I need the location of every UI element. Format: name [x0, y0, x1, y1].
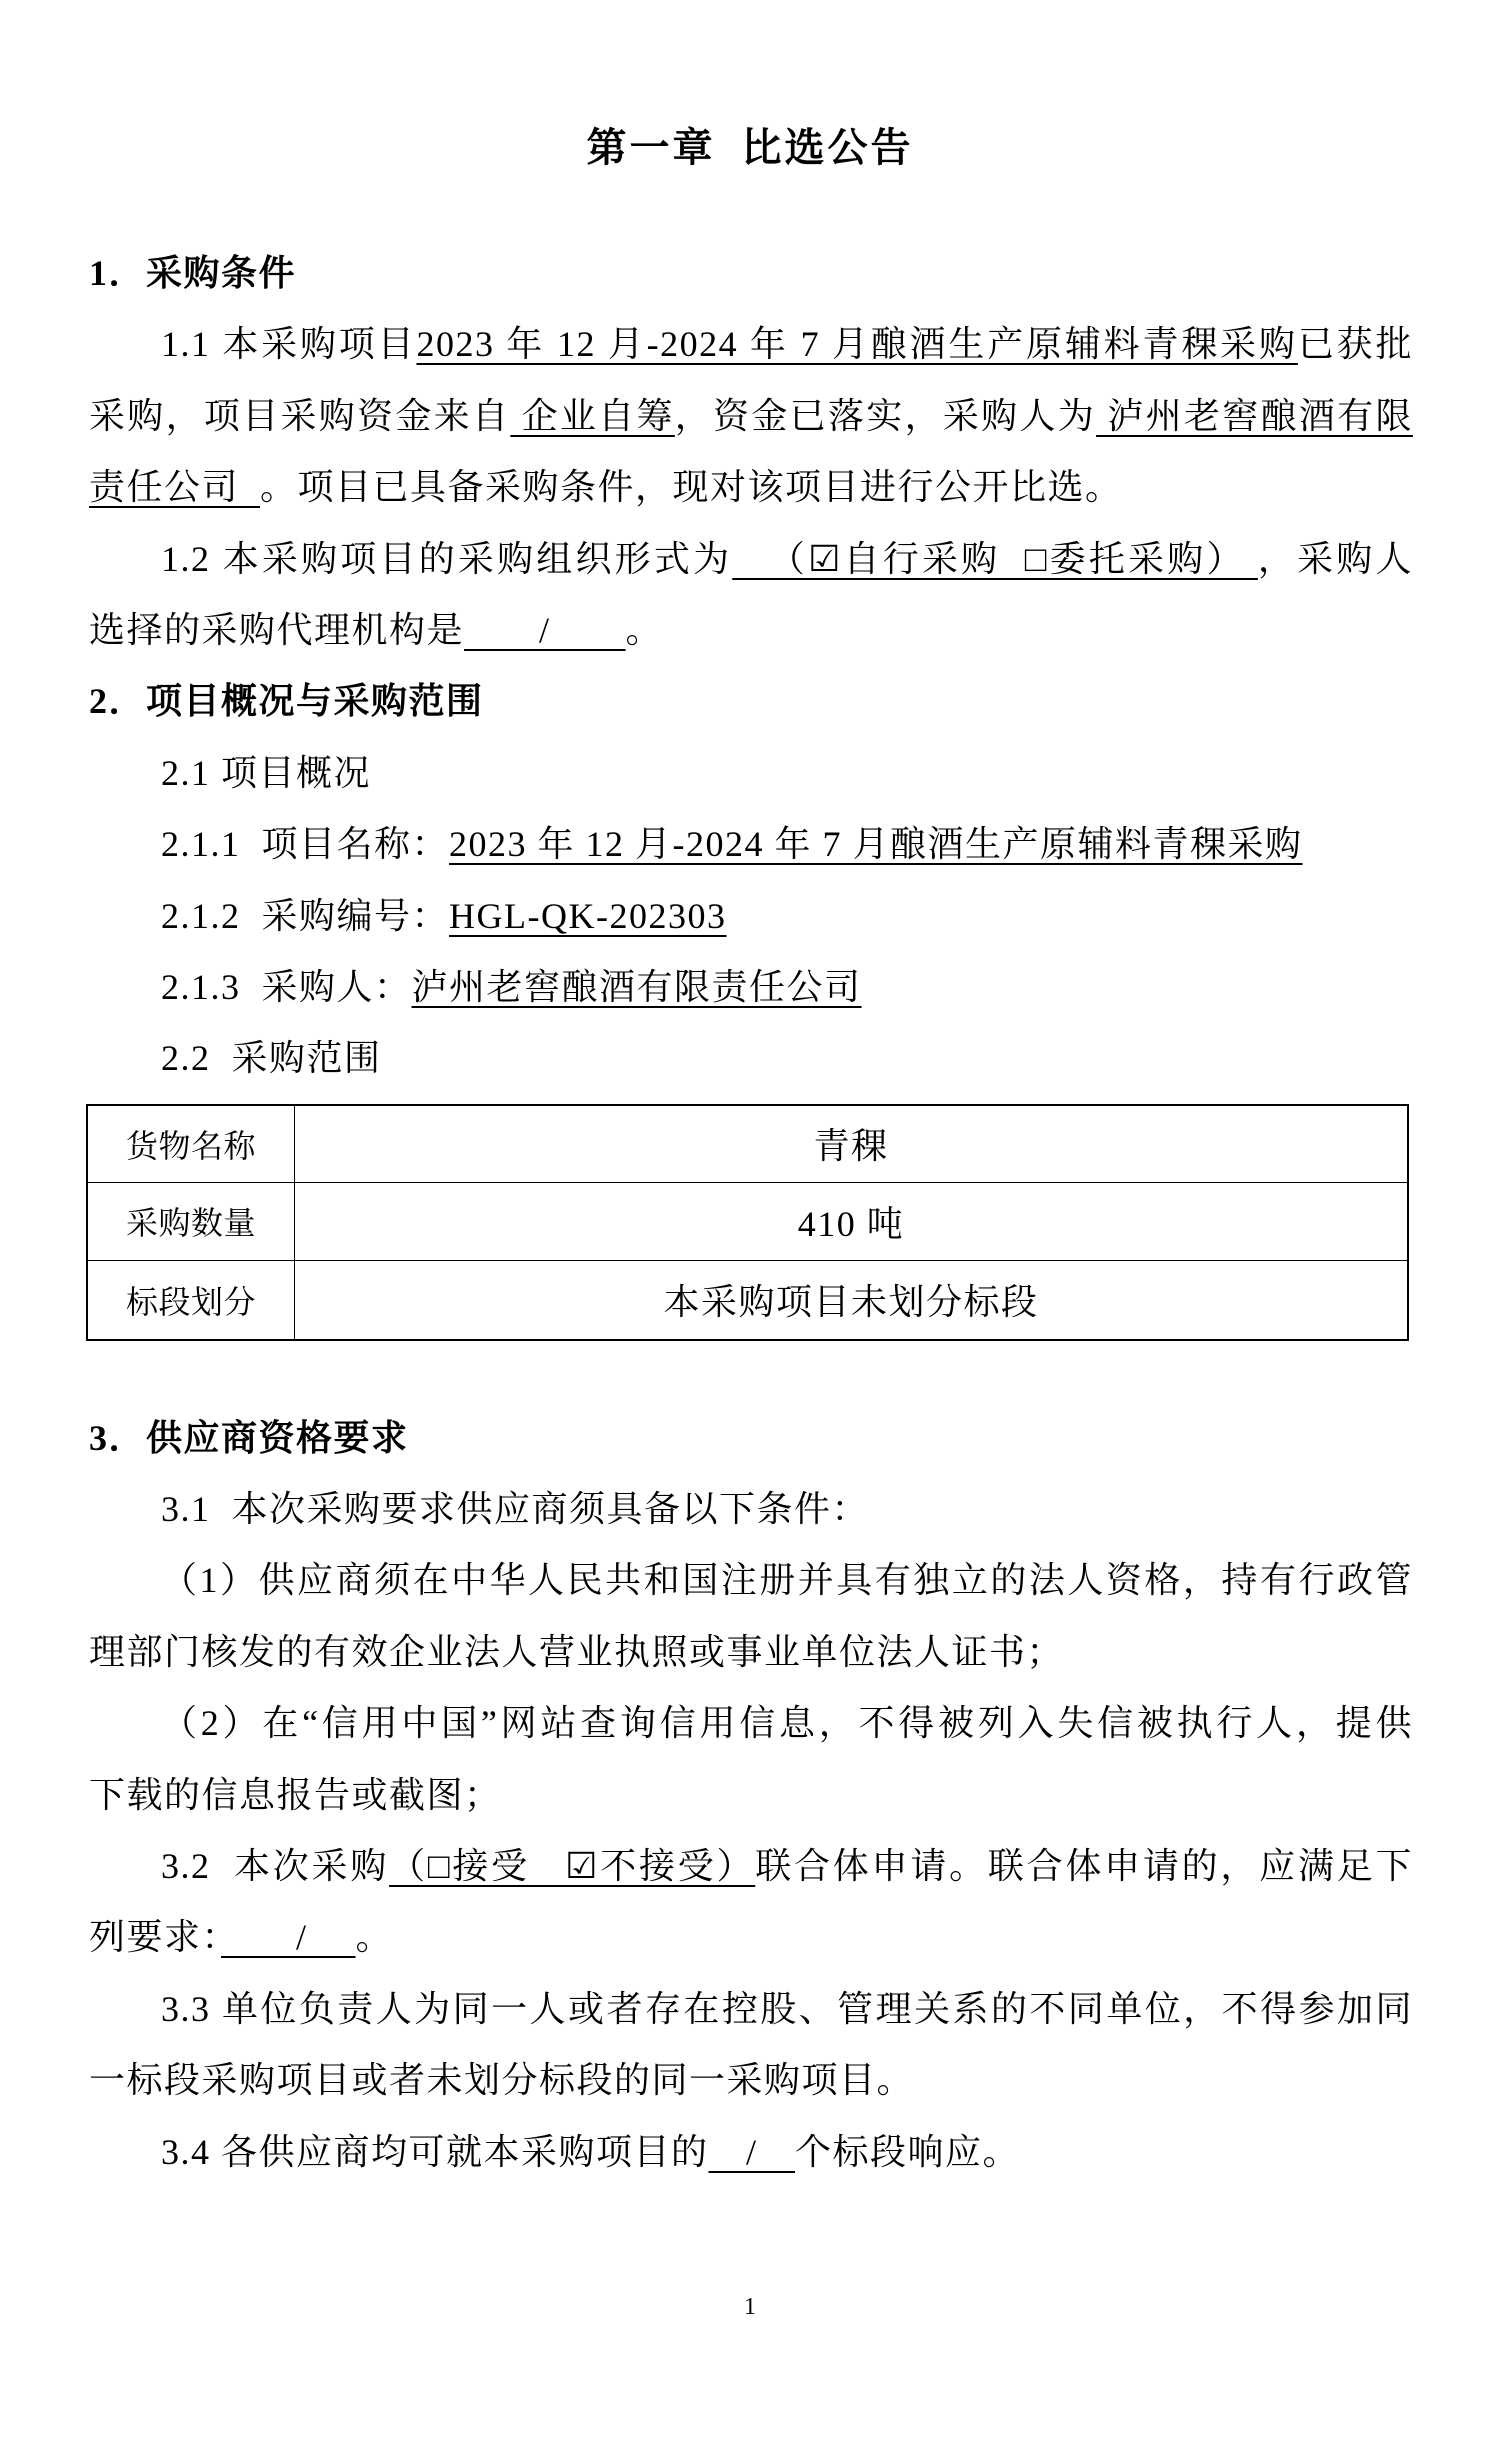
procurement-number-label: 2.1.2 采购编号： — [161, 895, 450, 936]
condition-1-line-2: 理部门核发的有效企业法人营业执照或事业单位法人证书； — [89, 1631, 1065, 1672]
underlined-purchaser: 泸州老窖酿酒有限 — [1096, 395, 1413, 436]
document-body — [89, 238, 1413, 2188]
paragraph-text: ，采购人 — [1257, 538, 1413, 579]
table-row-value: 410 吨 — [295, 1182, 1409, 1260]
table-row-value: 青稞 — [295, 1105, 1409, 1183]
underlined-procurement-form: （☑自行采购 □委托采购） — [732, 538, 1258, 579]
procurement-number-line — [89, 881, 1413, 952]
underlined-consortium-option: （□接受 ☑不接受） — [389, 1846, 756, 1887]
underlined-purchaser-cont: 责任公司 — [89, 467, 261, 508]
paragraph-text: ，资金已落实，采购人为 — [674, 395, 1097, 436]
table-row — [87, 1182, 1408, 1260]
paragraph-1-1-line-1 — [89, 309, 1413, 380]
paragraph-text: 3.4 各供应商均可就本采购项目的 — [161, 2131, 709, 2172]
paragraph-3-4 — [89, 2117, 1413, 2188]
paragraph-3-2-line-2 — [89, 1902, 1413, 1973]
subsection-2-2: 2.2 采购范围 — [161, 1038, 382, 1079]
table-row — [87, 1260, 1408, 1340]
purchaser-value: 泸州老窖酿酒有限责任公司 — [411, 966, 862, 1007]
table-row-label: 采购数量 — [87, 1182, 295, 1260]
paragraph-1-2-line-2 — [89, 595, 1413, 666]
section-2-heading: 2．项目概况与采购范围 — [89, 681, 484, 722]
project-name-value: 2023 年 12 月-2024 年 7 月酿酒生产原辅料青稞采购 — [449, 824, 1303, 865]
paragraph-text: 。项目已具备采购条件，现对该项目进行公开比选。 — [260, 467, 1123, 508]
purchaser-label: 2.1.3 采购人： — [161, 966, 412, 1007]
condition-1-line-1: （1）供应商须在中华人民共和国注册并具有独立的法人资格，持有行政管 — [161, 1560, 1413, 1601]
paragraph-text: 采购，项目采购资金来自 — [89, 395, 511, 436]
table-row-label: 标段划分 — [87, 1260, 295, 1340]
subsection-3-1: 3.1 本次采购要求供应商须具备以下条件： — [161, 1489, 870, 1530]
table-row-value: 本采购项目未划分标段 — [295, 1260, 1409, 1340]
paragraph-text: 1.1 本采购项目 — [161, 324, 417, 365]
project-name-label: 2.1.1 项目名称： — [161, 824, 450, 865]
procurement-scope-table — [86, 1104, 1409, 1341]
underlined-fund-source: 企业自筹 — [510, 395, 675, 436]
project-name-line — [89, 809, 1413, 880]
underlined-project-name: 2023 年 12 月-2024 年 7 月酿酒生产原辅料青稞采购 — [416, 324, 1298, 365]
paragraph-1-1-line-3 — [89, 452, 1413, 523]
condition-2-line-2: 下载的信息报告或截图； — [89, 1774, 502, 1815]
section-3-heading: 3．供应商资格要求 — [89, 1417, 409, 1458]
paragraph-text: 联合体申请。联合体申请的，应满足下 — [755, 1846, 1413, 1887]
paragraph-text: 。 — [625, 609, 664, 650]
purchaser-line — [89, 952, 1413, 1023]
table-row-label: 货物名称 — [87, 1105, 295, 1183]
section-1-heading: 1．采购条件 — [89, 253, 297, 293]
paragraph-text: 选择的采购代理机构是 — [89, 609, 465, 650]
subsection-2-1: 2.1 项目概况 — [161, 752, 372, 793]
table-row — [87, 1105, 1408, 1183]
condition-2-line-1: （2）在“信用中国”网站查询信用信息，不得被列入失信被执行人，提供 — [161, 1703, 1413, 1744]
paragraph-3-3-line-1: 3.3 单位负责人为同一人或者存在控股、管理关系的不同单位，不得参加同 — [161, 1988, 1413, 2029]
paragraph-text: 已获批 — [1297, 324, 1413, 365]
paragraph-1-1-line-2 — [89, 381, 1413, 452]
underlined-lot-count-blank: / — [708, 2131, 796, 2172]
paragraph-text: 1.2 本采购项目的采购组织形式为 — [161, 538, 733, 579]
paragraph-text: 。 — [355, 1917, 394, 1958]
paragraph-text: 3.2 本次采购 — [161, 1846, 390, 1887]
paragraph-text: 个标段响应。 — [795, 2131, 1021, 2172]
underlined-agency-blank: / — [464, 609, 626, 650]
procurement-number-value: HGL-QK-202303 — [449, 895, 727, 936]
paragraph-3-3-line-2: 一标段采购项目或者未划分标段的同一采购项目。 — [89, 2060, 915, 2101]
paragraph-1-2-line-1 — [89, 524, 1413, 595]
chapter-title: 第一章 比选公告 — [586, 125, 914, 170]
underlined-requirement-blank: / — [221, 1917, 356, 1958]
page-number: 1 — [744, 2294, 756, 2320]
paragraph-text: 列要求： — [89, 1917, 222, 1958]
paragraph-3-2-line-1 — [89, 1831, 1413, 1902]
